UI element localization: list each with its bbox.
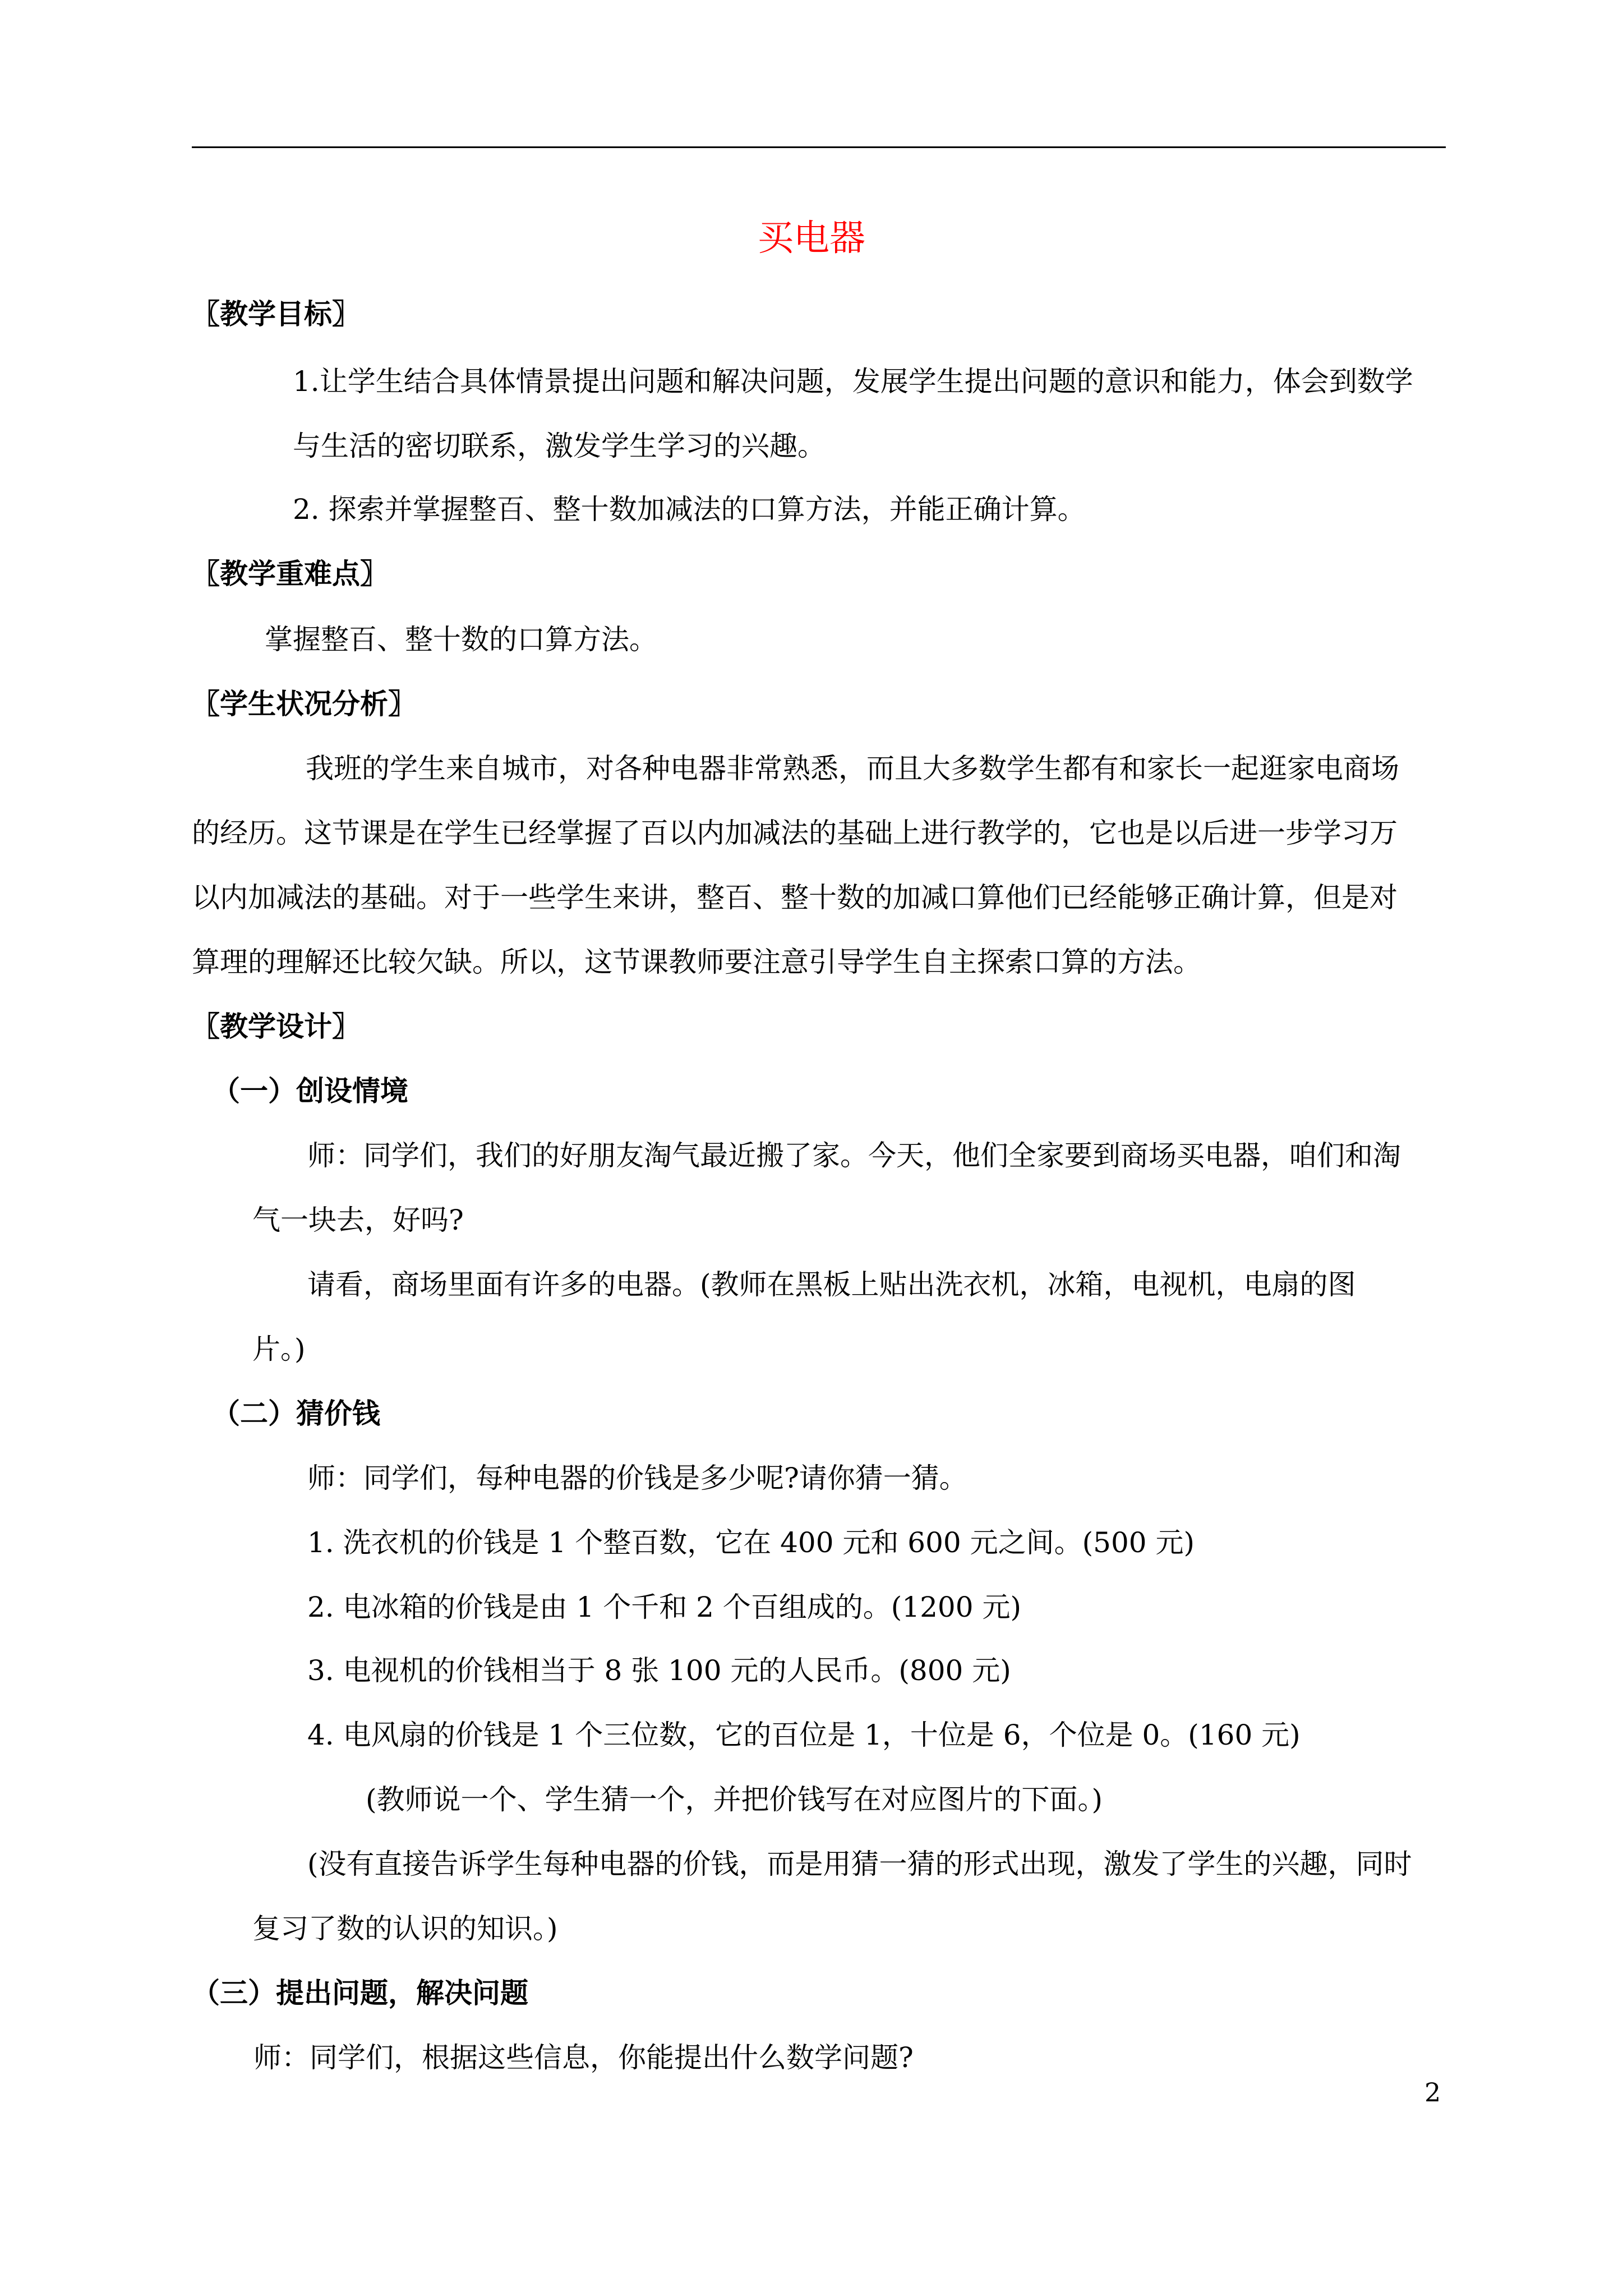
objective-1-line-2: 与生活的密切联系，激发学生学习的兴趣。 <box>293 430 826 462</box>
analysis-line-4: 算理的理解还比较欠缺。所以，这节课教师要注意引导学生自主探索口算的方法。 <box>192 946 1201 978</box>
part-1-para-2-line-1: 请看，商场里面有许多的电器。(教师在黑板上贴出洗衣机，冰箱，电视机，电扇的图 <box>307 1268 1356 1301</box>
objective-1-line-1: 1.让学生结合具体情景提出问题和解决问题，发展学生提出问题的意识和能力，体会到数学 <box>293 365 1413 398</box>
part-3-heading: （三）提出问题，解决问题 <box>192 1976 528 2009</box>
guess-item-3: 3. 电视机的价钱相当于 8 张 100 元的人民币。(800 元) <box>307 1654 1011 1687</box>
part-3-text: 师：同学们，根据这些信息，你能提出什么数学问题? <box>253 2041 914 2074</box>
part-1-para-1-line-1: 师：同学们，我们的好朋友淘气最近搬了家。今天，他们全家要到商场买电器，咱们和淘 <box>307 1139 1401 1172</box>
part-1-para-1-line-2: 气一块去，好吗? <box>252 1204 464 1236</box>
guess-item-2: 2. 电冰箱的价钱是由 1 个千和 2 个百组成的。(1200 元) <box>307 1591 1021 1623</box>
header-rule <box>192 146 1446 148</box>
analysis-line-2: 的经历。这节课是在学生已经掌握了百以内加减法的基础上进行教学的，它也是以后进一步学习万 <box>192 817 1398 849</box>
key-points-text: 掌握整百、整十数的口算方法。 <box>265 623 657 656</box>
part-1-heading: （一）创设情境 <box>212 1074 408 1107</box>
part-2-intro: 师：同学们，每种电器的价钱是多少呢?请你猜一猜。 <box>307 1462 967 1494</box>
part-2-heading: （二）猜价钱 <box>212 1397 380 1430</box>
analysis-heading: 〖学生状况分析〗 <box>192 687 416 720</box>
page-title: 买电器 <box>758 218 865 259</box>
objectives-heading: 〖教学目标〗 <box>192 297 360 330</box>
analysis-line-3: 以内加减法的基础。对于一些学生来讲，整百、整十数的加减口算他们已经能够正确计算，但是对 <box>192 881 1398 914</box>
analysis-line-1: 我班的学生来自城市，对各种电器非常熟悉，而且大多数学生都有和家长一起逛家电商场 <box>306 752 1399 785</box>
part-1-para-2-line-2: 片。) <box>252 1333 306 1365</box>
part-2-note: (教师说一个、学生猜一个，并把价钱写在对应图片的下面。) <box>366 1783 1103 1816</box>
part-2-comment-line-1: (没有直接告诉学生每种电器的价钱，而是用猜一猜的形式出现，激发了学生的兴趣，同时 <box>307 1848 1412 1880</box>
page-number: 2 <box>1424 2077 1441 2108</box>
design-heading: 〖教学设计〗 <box>192 1010 360 1043</box>
guess-item-4: 4. 电风扇的价钱是 1 个三位数，它的百位是 1，十位是 6，个位是 0。(160 元) <box>307 1719 1301 1751</box>
part-2-comment-line-2: 复习了数的认识的知识。) <box>252 1912 558 1945</box>
guess-item-1: 1. 洗衣机的价钱是 1 个整百数，它在 400 元和 600 元之间。(500 元) <box>307 1526 1195 1559</box>
objective-2: 2. 探索并掌握整百、整十数加减法的口算方法，并能正确计算。 <box>293 493 1086 526</box>
key-points-heading: 〖教学重难点〗 <box>192 557 388 590</box>
